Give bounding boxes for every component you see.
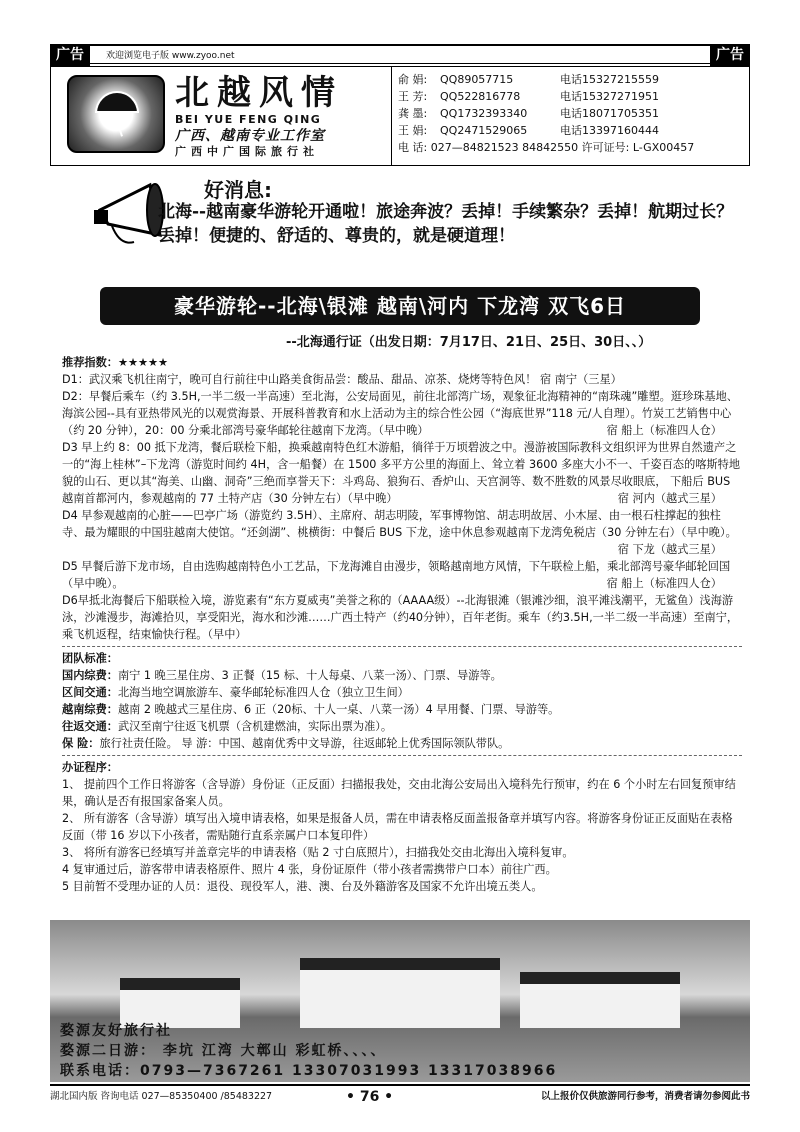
standard-item: 国内综费：南宁 1 晚三星住房、3 正餐（15 标、十人每桌、八菜一汤）、门票、导游等。 — [62, 669, 502, 682]
process-item: 1、 提前四个工作日将游客（含导游）身份证（正反面）扫描报我处，交由北海公安局出入境科先行预审，约在 6 个小时左右回复预审结果，确认是否有报国家备案人员。 — [62, 778, 736, 808]
photo-caption: 联系电话：0793—7367261 13307031993 13317038966 — [60, 1063, 558, 1079]
day-item: D6早抵北海餐后下船联检入境，游览素有“东方夏威夷”美誉之称的（AAAA级）--北海银滩（银滩沙细，浪平滩浅潮平，无鲨鱼）浅海游泳，沙滩漫步，海滩拾贝，享受阳光，海水和沙滩……广西土特产（约40分钟），百年老街。乘车（约3.5H,一半二级一半高速）至南宁，乘飞机返程，结束愉快行程。（早中） — [62, 594, 739, 641]
brand-agency: 广西中广国际旅行社 — [175, 145, 319, 158]
brand-name: 北越风情 — [175, 73, 343, 113]
page-footer — [50, 1084, 750, 1108]
tour-title-banner: 豪华游轮--北海\银滩 越南\河内 下龙湾 双飞6日 — [100, 287, 700, 325]
brand-block — [175, 73, 385, 159]
footer-left: 湖北国内版 咨询电话 027—85350400 /85483227 — [50, 1091, 273, 1102]
itinerary — [62, 354, 742, 895]
page-number: • 76 • — [346, 1089, 394, 1105]
day-item: D2：早餐后乘车（约 3.5H,一半二级一半高速）至北海，公安局面见，前往北部湾广场，观象征北海精神的“南珠魂”雕塑。逛珍珠基地、海滨公园--具有亚热带风光的以观赏海景、开展科普教育和水上活动为主的综合性公园（“海底世界”118 元/人自理）。竹炭工艺销售中心（约 20 分钟），20：00 分乘北部湾号豪华邮轮往越南下龙湾。（早中晚） 宿 船上（标准四人仓） — [62, 390, 738, 437]
photo-caption: 婺源二日游： 李坑 江湾 大鄣山 彩虹桥、、、、 — [60, 1043, 387, 1059]
rating: 推荐指数：★★★★★ — [62, 356, 169, 369]
standard-item: 保 险：旅行社责任险。 导 游：中国、越南优秀中文导游，往返邮轮上优秀国际领队带队。 — [62, 737, 510, 750]
news-heading: 好消息: — [204, 178, 272, 202]
day-item: D1：武汉乘飞机往南宁，晚可自行前往中山路美食街品尝：酸品、甜品、凉茶、烧烤等特色风！ 宿 南宁（三星） — [62, 373, 622, 386]
contact-list — [391, 67, 750, 165]
welcome-text: 欢迎浏览电子版 www.zyoo.net — [106, 51, 235, 61]
footer-right: 以上报价仅供旅游同行参考，消费者请勿参阅此书 — [540, 1091, 750, 1102]
contact-row: 龚 墨: QQ1732393340 电话18071705351 — [398, 107, 659, 120]
contact-row: 俞 娟: QQ89057715 电话15327215559 — [398, 73, 659, 86]
top-bar — [50, 44, 750, 64]
brand-tagline: 广西、越南专业工作室 — [175, 128, 325, 144]
day-item: D3 早上约 8：00 抵下龙湾，餐后联检下船，换乘越南特色红木游船，徜徉于万顷碧波之中。漫游被国际教科文组织评为世界自然遗产之一的“海上桂林”–下龙湾（游览时间约 4H，含一船餐）在 1500 多平方公里的海面上、耸立着 3600 多座大小不一、千姿百态的喀斯特地貌的山石、更以其“海美、山幽、洞奇”三绝而享誉天下：斗鸡岛、狼狗石、香炉山、天宫洞等、数不胜数的风景尽收眼底， 下船后 BUS 越南首都河内，参观越南的 77 土特产店（30 分钟左右）（早中晚） 宿 河内（越式三星） — [62, 441, 741, 505]
process-title: 办证程序： — [62, 761, 118, 774]
good-news-section — [50, 172, 750, 282]
divider — [62, 755, 742, 756]
standard-item: 往返交通：武汉至南宁往返飞机票（含机建燃油，实际出票为准）。 — [62, 720, 393, 733]
departure-dates: --北海通行证（出发日期：7月17日、21日、25日、30日、、） — [286, 335, 652, 350]
contact-row: 王 芳: QQ522816778 电话15327271951 — [398, 90, 659, 103]
news-text: 北海--越南豪华游轮开通啦！旅途奔波？丢掉！手续繁杂？丢掉！航期过长？丢掉！便捷的、舒适的、尊贵的，就是硬道理！ — [158, 202, 734, 246]
phone-line: 电 话: 027—84821523 84842550 许可证号: L-GX00457 — [398, 141, 695, 154]
ad-label-right: 广告 — [710, 44, 750, 66]
standard-item: 区间交通：北海当地空调旅游车、豪华邮轮标准四人仓（独立卫生间） — [62, 686, 409, 699]
village-photo — [50, 920, 750, 1082]
contact-row: 王 娟: QQ2471529065 电话13397160444 — [398, 124, 659, 137]
day-item: D5 早餐后游下龙市场，自由选购越南特色小工艺品，下龙海滩自由漫步，领略越南地方风情，下午联检上船，乘北部湾号豪华邮轮回国（早中晚）。 宿 船上（标准四人仓） — [62, 560, 731, 590]
standard-title: 团队标准： — [62, 652, 118, 665]
divider — [62, 646, 742, 647]
photo-caption: 婺源友好旅行社 — [60, 1023, 172, 1039]
ad-label-left: 广告 — [50, 44, 90, 66]
process-item: 4 复审通过后，游客带申请表格原件、照片 4 张，身份证原件（带小孩者需携带户口本）前往广西。 — [62, 863, 557, 876]
day-item: D4 早参观越南的心脏——巴亭广场（游览约 3.5H）、主席府、胡志明陵，军事博物馆、胡志明故居、小木屋、由一根石柱撑起的独柱寺、最为耀眼的中国驻越南大使馆。“还剑湖”、桃横街：中餐后 BUS 下龙，途中休息参观越南下龙湾免税店（30 分钟左右）（早中晚）。 宿 下龙（越式三星） — [62, 509, 737, 556]
standard-item: 越南综费：越南 2 晚越式三星住房、6 正（20标、十人一桌、八菜一汤）4 早用餐、门票、导游等。 — [62, 703, 560, 716]
process-item: 2、 所有游客（含导游）填写出入境申请表格，如果是报备人员，需在申请表格反面盖报备章并填写内容。将游客身份证正反面贴在表格反面（带 16 岁以下小孩者，需贴随行直系亲属户口本复印件） — [62, 812, 733, 842]
agency-header — [50, 66, 750, 166]
brand-pinyin: BEI YUE FENG QING — [175, 113, 322, 126]
process-item: 3、 将所有游客已经填写并盖章完毕的申请表格（贴 2 寸白底照片），扫描我处交由北海出入境科复审。 — [62, 846, 574, 859]
umbrella-logo-icon — [67, 75, 165, 153]
process-item: 5 目前暂不受理办证的人员：退役、现役军人，港、澳、台及外籍游客及国家不允许出境五类人。 — [62, 880, 543, 893]
